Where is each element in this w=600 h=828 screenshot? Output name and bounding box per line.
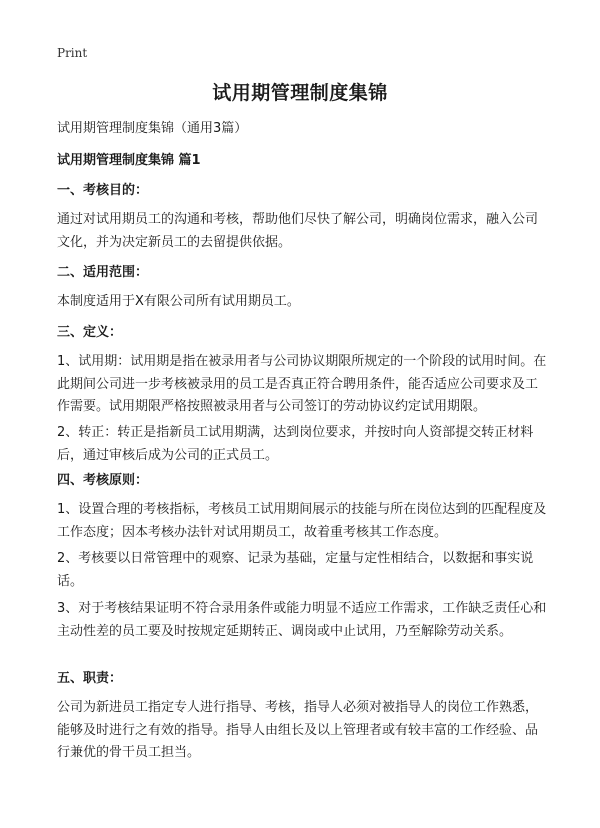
document-subtitle: 试用期管理制度集锦（通用3篇） <box>57 121 248 136</box>
section-heading-3: 三、定义： <box>57 325 123 340</box>
print-label: Print <box>57 46 88 60</box>
section-3-paragraph-2: 2、转正：转正是指新员工试用期满，达到岗位要求，并按时向人资部提交转正材料后，通过审核后成为公司的正式员工。 <box>57 425 534 463</box>
section-heading-5: 五、职责： <box>57 671 123 686</box>
part-heading: 试用期管理制度集锦 篇1 <box>57 153 201 168</box>
page-title: 试用期管理制度集锦 <box>212 82 388 104</box>
section-heading-2: 二、适用范围： <box>57 265 149 280</box>
section-2-paragraph-1: 本制度适用于X有限公司所有试用期员工。 <box>57 294 300 309</box>
section-4-paragraph-1: 1、设置合理的考核指标，考核员工试用期间展示的技能与所在岗位达到的匹配程度及工作态度；因本考核办法针对试用期员工，故着重考核其工作态度。 <box>57 502 547 540</box>
section-heading-4: 四、考核原则： <box>57 473 149 488</box>
section-1-paragraph-1: 通过对试用期员工的沟通和考核，帮助他们尽快了解公司，明确岗位需求，融入公司文化，并为决定新员工的去留提供依据。 <box>57 212 539 250</box>
section-5-paragraph-1: 公司为新进员工指定专人进行指导、考核，指导人必须对被指导人的岗位工作熟悉，能够及时进行之有效的指导。指导人由组长及以上管理者或有较丰富的工作经验、品行兼优的骨干员工担当。 <box>57 700 539 760</box>
section-3-paragraph-1: 1、试用期：试用期是指在被录用者与公司协议期限所规定的一个阶段的试用时间。在此期间公司进一步考核被录用的员工是否真正符合聘用条件，能否适应公司要求及工作需要。试用期限严格按照被录用者与公司签订的劳动协议约定试用期限。 <box>57 354 547 414</box>
section-4-paragraph-3: 3、对于考核结果证明不符合录用条件或能力明显不适应工作需求，工作缺乏责任心和主动性差的员工要及时按规定延期转正、调岗或中止试用，乃至解除劳动关系。 <box>57 601 547 639</box>
section-heading-1: 一、考核目的： <box>57 183 149 198</box>
section-4-paragraph-2: 2、考核要以日常管理中的观察、记录为基础，定量与定性相结合，以数据和事实说话。 <box>57 551 534 589</box>
